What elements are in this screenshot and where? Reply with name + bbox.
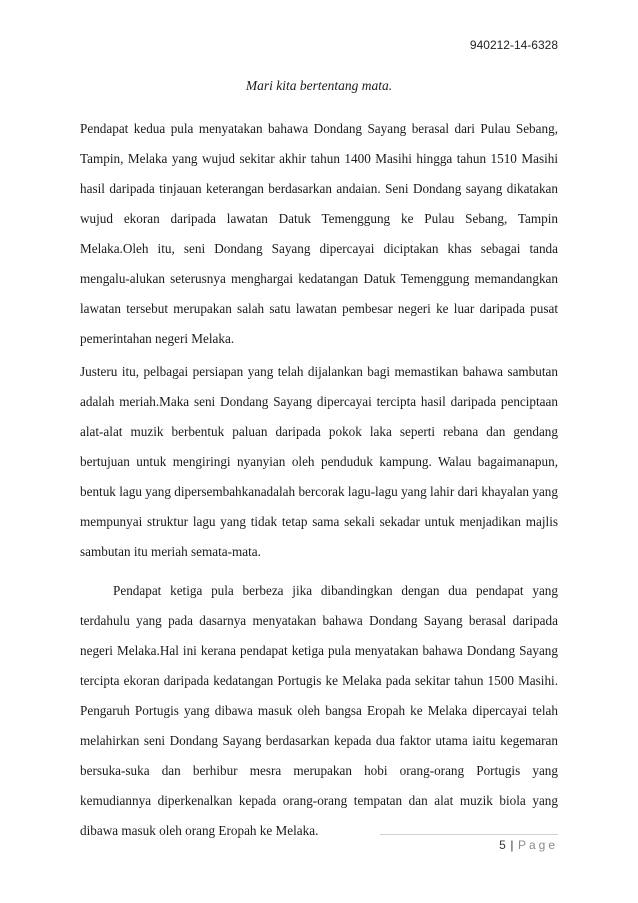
italic-quote: Mari kita bertentang mata. (245, 78, 393, 93)
footer-separator: | (510, 838, 514, 852)
body-text (80, 114, 558, 846)
paragraph-1: Pendapat kedua pula menyatakan bahawa Dondang Sayang berasal dari Pulau Sebang, Tampin, Melaka yang wujud sekitar akhir tahun 1400 Masihi hingga tahun 1510 Masihi hasil daripada tinjauan keterangan berdasarkan andaian. Seni Dondang sayang dikatakan wujud ekoran daripada lawatan Datuk Temenggung ke Pulau Sebang, Tampin Melaka.Oleh itu, seni Dondang Sayang dipercayai diciptakan khas sebagai tanda mengalu-alukan seterusnya menghargai kedatangan Datuk Temenggung memandangkan lawatan tersebut merupakan salah satu lawatan pembesar negeri ke luar daripada pusat pemerintahan negeri Melaka. (80, 121, 558, 346)
footer-divider (380, 834, 558, 835)
page-label: Page (517, 838, 558, 852)
paragraph-3: Pendapat ketiga pula berbeza jika dibandingkan dengan dua pendapat yang terdahulu yang pada dasarnya menyatakan bahawa Dondang Sayang berasal daripada negeri Melaka.Hal ini kerana pendapat ketiga pula menyatakan bahawa Dondang Sayang tercipta ekoran daripada kedatangan Portugis ke Melaka pada sekitar tahun 1500 Masihi. Pengaruh Portugis yang dibawa masuk oleh bangsa Eropah ke Melaka dipercayai telah melahirkan seni Dondang Sayang berdasarkan kepada dua faktor utama iaitu kegemaran bersuka-suka dan berhibur mesra merupakan hobi orang-orang Portugis yang kemudiannya diperkenalkan kepada orang-orang tempatan dan alat muzik biola yang dibawa masuk oleh orang Eropah ke Melaka. (80, 583, 558, 838)
page-footer (499, 838, 558, 852)
paragraph-2: Justeru itu, pelbagai persiapan yang telah dijalankan bagi memastikan bahawa sambutan adalah meriah.Maka seni Dondang Sayang dipercayai tercipta hasil daripada penciptaan alat-alat muzik berbentuk paluan daripada pokok laka seperti rebana dan gendang bertujuan untuk mengiringi nyanyian oleh penduduk kampung. Walau bagaimanapun, bentuk lagu yang dipersembahkanadalah bercorak lagu-lagu yang lahir dari khayalan yang mempunyai struktur lagu yang tidak tetap sama sekali sekadar untuk menjadikan majlis sambutan itu meriah semata-mata. (80, 364, 558, 559)
document-id-header: 940212-14-6328 (469, 38, 558, 52)
page-number: 5 (499, 838, 507, 852)
